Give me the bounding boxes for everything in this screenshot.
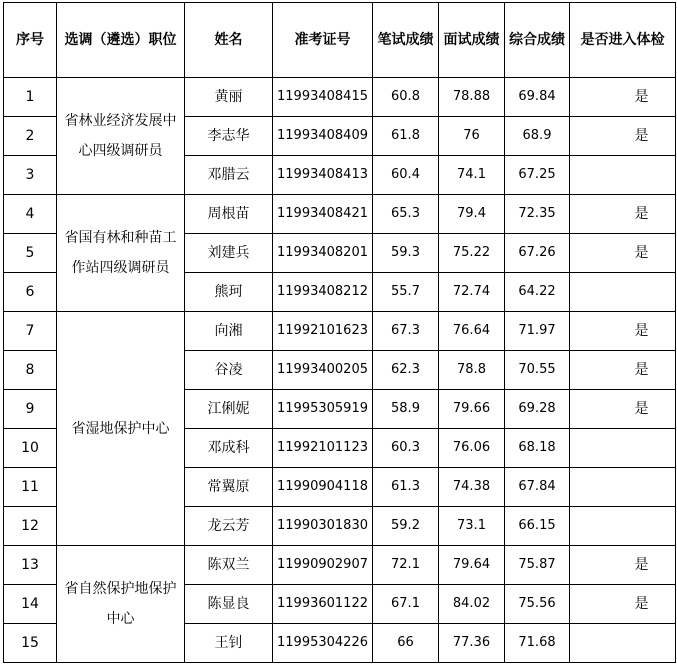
cell-exam-id: 11993400205 <box>273 351 373 390</box>
cell-exam-id: 11995305919 <box>273 390 373 429</box>
cell-exam-id: 11993601122 <box>273 585 373 624</box>
cell-written-score: 67.1 <box>373 585 439 624</box>
cell-exam-id: 11990904118 <box>273 468 373 507</box>
cell-exam-id: 11993408415 <box>273 78 373 117</box>
cell-medical-exam: 是 <box>570 234 676 273</box>
cell-no: 5 <box>4 234 57 273</box>
cell-written-score: 61.3 <box>373 468 439 507</box>
cell-medical-exam <box>570 429 676 468</box>
cell-no: 14 <box>4 585 57 624</box>
cell-written-score: 60.8 <box>373 78 439 117</box>
cell-total-score: 67.84 <box>505 468 570 507</box>
header-written-score: 笔试成绩 <box>373 3 439 78</box>
header-exam-id: 准考证号 <box>273 3 373 78</box>
cell-position: 省林业经济发展中心四级调研员 <box>57 78 185 195</box>
cell-total-score: 69.84 <box>505 78 570 117</box>
cell-exam-id: 11992101623 <box>273 312 373 351</box>
cell-name: 李志华 <box>185 117 273 156</box>
cell-total-score: 68.9 <box>505 117 570 156</box>
header-row <box>4 3 676 78</box>
cell-interview-score: 79.64 <box>439 546 505 585</box>
cell-total-score: 66.15 <box>505 507 570 546</box>
cell-no: 7 <box>4 312 57 351</box>
cell-no: 3 <box>4 156 57 195</box>
cell-written-score: 67.3 <box>373 312 439 351</box>
cell-written-score: 55.7 <box>373 273 439 312</box>
cell-medical-exam: 是 <box>570 585 676 624</box>
cell-interview-score: 77.36 <box>439 624 505 663</box>
cell-interview-score: 78.8 <box>439 351 505 390</box>
cell-medical-exam: 是 <box>570 312 676 351</box>
cell-no: 10 <box>4 429 57 468</box>
cell-name: 黄丽 <box>185 78 273 117</box>
cell-no: 11 <box>4 468 57 507</box>
cell-position: 省自然保护地保护中心 <box>57 546 185 663</box>
cell-written-score: 72.1 <box>373 546 439 585</box>
cell-name: 邓成科 <box>185 429 273 468</box>
cell-name: 周根苗 <box>185 195 273 234</box>
cell-medical-exam <box>570 507 676 546</box>
cell-no: 4 <box>4 195 57 234</box>
cell-exam-id: 11990301830 <box>273 507 373 546</box>
cell-name: 向湘 <box>185 312 273 351</box>
cell-interview-score: 74.38 <box>439 468 505 507</box>
cell-written-score: 60.4 <box>373 156 439 195</box>
cell-written-score: 59.3 <box>373 234 439 273</box>
cell-medical-exam <box>570 624 676 663</box>
cell-total-score: 70.55 <box>505 351 570 390</box>
cell-interview-score: 78.88 <box>439 78 505 117</box>
cell-interview-score: 75.22 <box>439 234 505 273</box>
cell-no: 1 <box>4 78 57 117</box>
cell-exam-id: 11995304226 <box>273 624 373 663</box>
cell-exam-id: 11993408413 <box>273 156 373 195</box>
cell-medical-exam <box>570 468 676 507</box>
cell-written-score: 66 <box>373 624 439 663</box>
cell-written-score: 65.3 <box>373 195 439 234</box>
cell-total-score: 68.18 <box>505 429 570 468</box>
cell-name: 刘建兵 <box>185 234 273 273</box>
cell-no: 8 <box>4 351 57 390</box>
cell-name: 龙云芳 <box>185 507 273 546</box>
cell-total-score: 75.56 <box>505 585 570 624</box>
header-interview-score: 面试成绩 <box>439 3 505 78</box>
cell-written-score: 59.2 <box>373 507 439 546</box>
cell-no: 9 <box>4 390 57 429</box>
cell-written-score: 61.8 <box>373 117 439 156</box>
cell-interview-score: 79.66 <box>439 390 505 429</box>
cell-name: 谷凌 <box>185 351 273 390</box>
table-row <box>4 195 676 234</box>
cell-interview-score: 79.4 <box>439 195 505 234</box>
cell-position: 省湿地保护中心 <box>57 312 185 546</box>
cell-no: 12 <box>4 507 57 546</box>
cell-total-score: 64.22 <box>505 273 570 312</box>
cell-name: 江俐妮 <box>185 390 273 429</box>
cell-no: 13 <box>4 546 57 585</box>
cell-position: 省国有林和种苗工作站四级调研员 <box>57 195 185 312</box>
header-no: 序号 <box>4 3 57 78</box>
cell-exam-id: 11993408421 <box>273 195 373 234</box>
cell-medical-exam: 是 <box>570 195 676 234</box>
cell-name: 熊珂 <box>185 273 273 312</box>
cell-written-score: 60.3 <box>373 429 439 468</box>
cell-exam-id: 11992101123 <box>273 429 373 468</box>
cell-name: 邓腊云 <box>185 156 273 195</box>
cell-total-score: 69.28 <box>505 390 570 429</box>
results-table <box>3 2 676 663</box>
cell-exam-id: 11990902907 <box>273 546 373 585</box>
cell-interview-score: 72.74 <box>439 273 505 312</box>
cell-interview-score: 74.1 <box>439 156 505 195</box>
header-name: 姓名 <box>185 3 273 78</box>
cell-no: 6 <box>4 273 57 312</box>
cell-name: 常翼原 <box>185 468 273 507</box>
cell-exam-id: 11993408409 <box>273 117 373 156</box>
cell-interview-score: 73.1 <box>439 507 505 546</box>
cell-medical-exam: 是 <box>570 390 676 429</box>
cell-name: 王钊 <box>185 624 273 663</box>
header-position: 选调（遴选）职位 <box>57 3 185 78</box>
cell-medical-exam <box>570 273 676 312</box>
cell-interview-score: 76.64 <box>439 312 505 351</box>
cell-total-score: 67.25 <box>505 156 570 195</box>
cell-exam-id: 11993408212 <box>273 273 373 312</box>
cell-written-score: 58.9 <box>373 390 439 429</box>
cell-medical-exam: 是 <box>570 351 676 390</box>
cell-medical-exam <box>570 156 676 195</box>
table-row <box>4 312 676 351</box>
cell-interview-score: 76.06 <box>439 429 505 468</box>
cell-no: 15 <box>4 624 57 663</box>
header-medical-exam: 是否进入体检 <box>570 3 676 78</box>
cell-total-score: 71.68 <box>505 624 570 663</box>
cell-total-score: 72.35 <box>505 195 570 234</box>
table-row <box>4 546 676 585</box>
cell-total-score: 67.26 <box>505 234 570 273</box>
cell-total-score: 75.87 <box>505 546 570 585</box>
cell-interview-score: 84.02 <box>439 585 505 624</box>
cell-exam-id: 11993408201 <box>273 234 373 273</box>
cell-name: 陈显良 <box>185 585 273 624</box>
cell-medical-exam: 是 <box>570 546 676 585</box>
table-row <box>4 78 676 117</box>
cell-interview-score: 76 <box>439 117 505 156</box>
header-total-score: 综合成绩 <box>505 3 570 78</box>
cell-written-score: 62.3 <box>373 351 439 390</box>
cell-medical-exam: 是 <box>570 78 676 117</box>
cell-no: 2 <box>4 117 57 156</box>
cell-medical-exam: 是 <box>570 117 676 156</box>
cell-name: 陈双兰 <box>185 546 273 585</box>
cell-total-score: 71.97 <box>505 312 570 351</box>
